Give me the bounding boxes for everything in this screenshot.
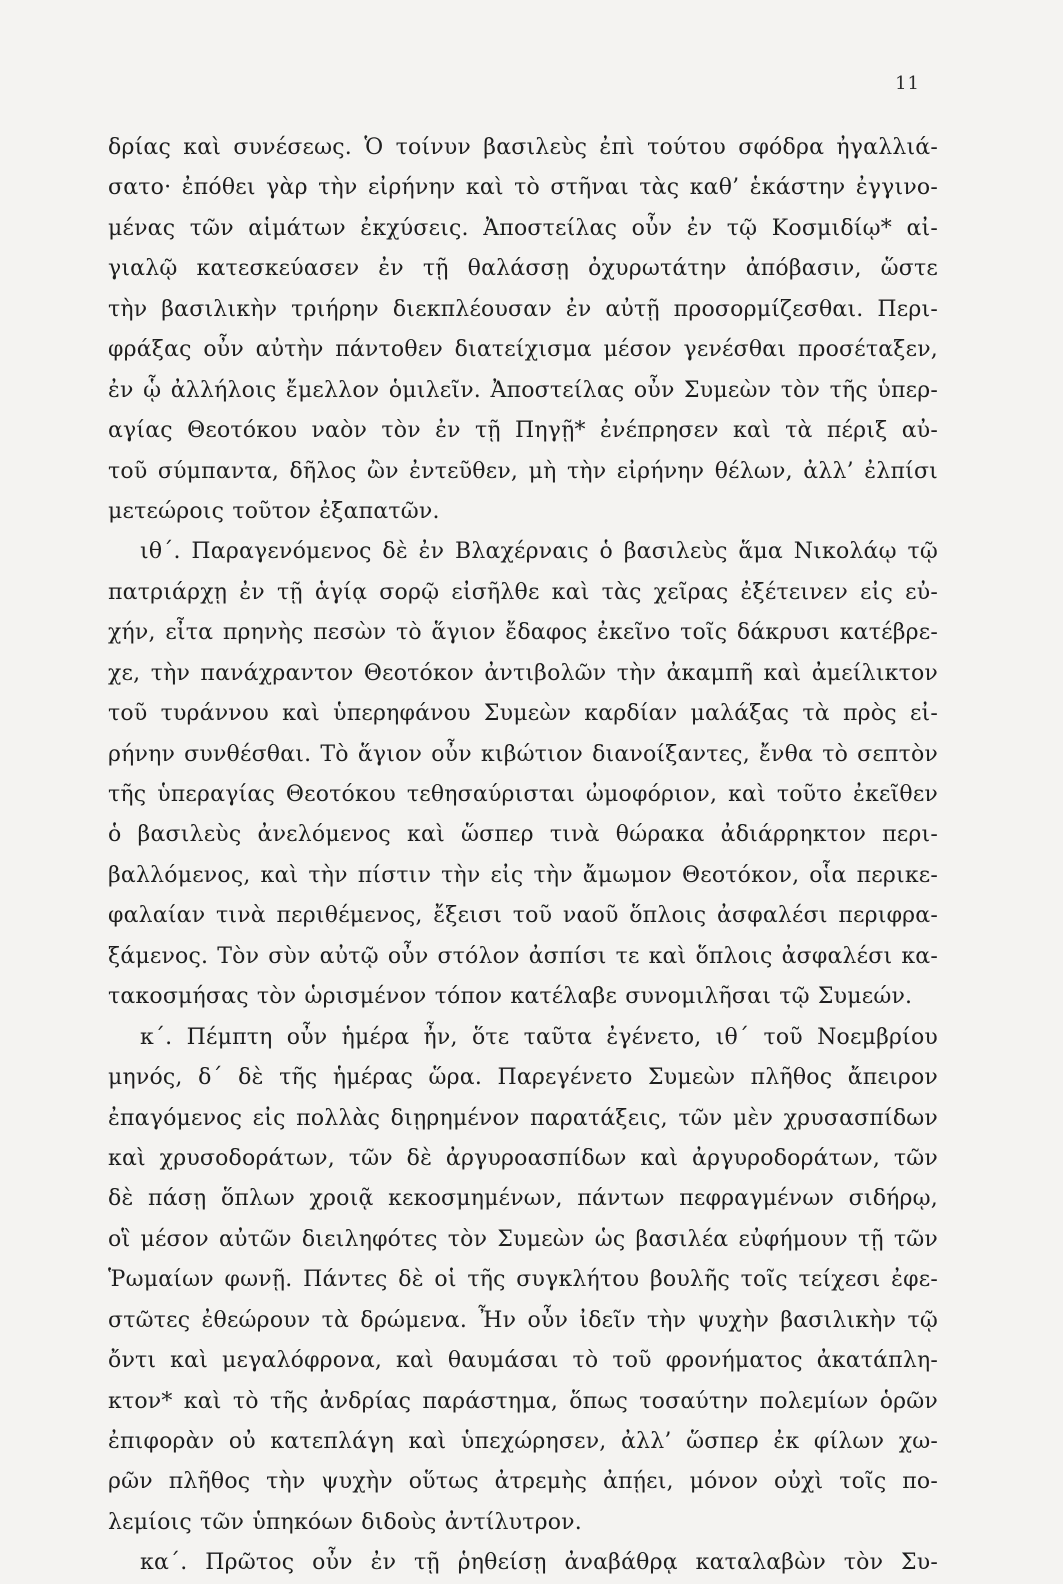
text-line: δρίας καὶ συνέσεως. Ὁ τοίνυν βασιλεὺς ἐπὶ τούτου σφόδρα ἠγαλλιά- <box>108 135 938 160</box>
text-line: μένας τῶν αἱμάτων ἐκχύσεις. Ἀποστείλας οὖν ἐν τῷ Κοσμιδίῳ* αἰ- <box>108 215 938 241</box>
text-line: δὲ πάσῃ ὅπλων χροιᾷ κεκοσμημένων, πάντων πεφραγμένων σιδήρῳ, <box>108 1186 938 1212</box>
text-line: κτον* καὶ τὸ τῆς ἀνδρίας παράστημα, ὅπως τοσαύτην πολεμίων ὁρῶν <box>108 1388 938 1414</box>
text-line: χε, τὴν πανάχραντον Θεοτόκον ἀντιβολῶν τὴν ἀκαμπῆ καὶ ἀμείλικτον <box>108 660 938 686</box>
text-line: κα΄. Πρῶτος οὖν ἐν τῇ ῥηθείσῃ ἀναβάθρᾳ καταλαβὼν τὸν Συ- <box>140 1550 938 1576</box>
text-line: φαλαίαν τινὰ περιθέμενος, ἔξεισι τοῦ ναοῦ ὅπλοις ἀσφαλέσι περιφρα- <box>108 903 938 929</box>
text-line: σατο· ἐπόθει γὰρ τὴν εἰρήνην καὶ τὸ στῆναι τὰς καθ’ ἑκάστην ἐγγινο- <box>108 175 938 201</box>
text-line: τὴν βασιλικὴν τριήρην διεκπλέουσαν ἐν αὐτῇ προσορμίζεσθαι. Περι- <box>108 296 938 322</box>
text-line: αγίας Θεοτόκου ναὸν τὸν ἐν τῇ Πηγῇ* ἐνέπρησεν καὶ τὰ πέριξ αὐ- <box>108 418 938 444</box>
text-line: ὄντι καὶ μεγαλόφρονα, καὶ θαυμάσαι τὸ τοῦ φρονήματος ἀκατάπλη- <box>108 1348 938 1374</box>
text-line: λεμίοις τῶν ὑπηκόων διδοὺς ἀντίλυτρον. <box>108 1509 582 1535</box>
text-line: φράξας οὖν αὐτὴν πάντοθεν διατείχισμα μέσον γενέσθαι προσέταξεν, <box>108 337 938 363</box>
text-line: βαλλόμενος, καὶ τὴν πίστιν τὴν εἰς τὴν ἄμωμον Θεοτόκον, οἷα περικε- <box>108 862 938 888</box>
text-line: στῶτες ἐθεώρουν τὰ δρώμενα. Ἦν οὖν ἰδεῖν τὴν ψυχὴν βασιλικὴν τῷ <box>108 1307 938 1333</box>
text-line: Ῥωμαίων φωνῇ. Πάντες δὲ οἱ τῆς συγκλήτου βουλῆς τοῖς τείχεσι ἐφε- <box>108 1267 938 1293</box>
text-line: ἐπαγόμενος εἰς πολλὰς διῃρημένον παρατάξεις, τῶν μὲν χρυσασπίδων <box>108 1105 938 1131</box>
text-line: μηνός, δ΄ δὲ τῆς ἡμέρας ὥρα. Παρεγένετο Συμεὼν πλῆθος ἄπειρον <box>108 1065 938 1091</box>
text-line: ἐν ᾧ ἀλλήλοις ἔμελλον ὁμιλεῖν. Ἀποστείλας οὖν Συμεὼν τὸν τῆς ὑπερ- <box>108 377 938 403</box>
text-line: κ΄. Πέμπτη οὖν ἡμέρα ἦν, ὅτε ταῦτα ἐγένετο, ιθ΄ τοῦ Νοεμβρίου <box>140 1024 938 1050</box>
text-line: οἳ μέσον αὐτῶν διειληφότες τὸν Συμεὼν ὡς βασιλέα εὐφήμουν τῇ τῶν <box>108 1226 938 1252</box>
text-line: ρῶν πλῆθος τὴν ψυχὴν οὕτως ἀτρεμὴς ἀπῄει, μόνον οὐχὶ τοῖς πο- <box>108 1469 938 1495</box>
text-line: χήν, εἶτα πρηνὴς πεσὼν τὸ ἅγιον ἔδαφος ἐκεῖνο τοῖς δάκρυσι κατέβρε- <box>108 620 938 646</box>
text-line: ἐπιφορὰν οὐ κατεπλάγη καὶ ὑπεχώρησεν, ἀλλ’ ὥσπερ ἐκ φίλων χω- <box>108 1429 938 1454</box>
text-line: ξάμενος. Τὸν σὺν αὐτῷ οὖν στόλον ἀσπίσι τε καὶ ὅπλοις ἀσφαλέσι κα- <box>108 943 938 969</box>
body-text <box>108 128 938 1584</box>
text-line: ιθ΄. Παραγενόμενος δὲ ἐν Βλαχέρναις ὁ βασιλεὺς ἅμα Νικολάῳ τῷ <box>140 539 938 565</box>
text-line: γιαλῷ κατεσκεύασεν ἐν τῇ θαλάσσῃ ὀχυρωτάτην ἀπόβασιν, ὥστε <box>108 256 938 282</box>
text-line: ρήνην συνθέσθαι. Τὸ ἅγιον οὖν κιβώτιον διανοίξαντες, ἔνθα τὸ σεπτὸν <box>108 741 938 767</box>
text-line: τοῦ σύμπαντα, δῆλος ὢν ἐντεῦθεν, μὴ τὴν εἰρήνην θέλων, ἀλλ’ ἐλπίσι <box>108 458 938 484</box>
page-number: 11 <box>895 73 920 94</box>
text-line: ὁ βασιλεὺς ἀνελόμενος καὶ ὥσπερ τινὰ θώρακα ἀδιάρρηκτον περι- <box>108 822 938 848</box>
text-line: τακοσμήσας τὸν ὡρισμένον τόπον κατέλαβε συνομιλῆσαι τῷ Συμεών. <box>108 984 913 1010</box>
text-line: τοῦ τυράννου καὶ ὑπερηφάνου Συμεὼν καρδίαν μαλάξας τὰ πρὸς εἰ- <box>108 701 938 727</box>
text-line: καὶ χρυσοδοράτων, τῶν δὲ ἀργυροασπίδων καὶ ἀργυροδοράτων, τῶν <box>108 1145 938 1171</box>
text-line: μετεώροις τοῦτον ἐξαπατῶν. <box>108 498 440 524</box>
text-line: τῆς ὑπεραγίας Θεοτόκου τεθησαύρισται ὠμοφόριον, καὶ τοῦτο ἐκεῖθεν <box>108 782 938 807</box>
text-line: πατριάρχῃ ἐν τῇ ἁγίᾳ σορῷ εἰσῆλθε καὶ τὰς χεῖρας ἐξέτεινεν εἰς εὐ- <box>108 579 938 605</box>
